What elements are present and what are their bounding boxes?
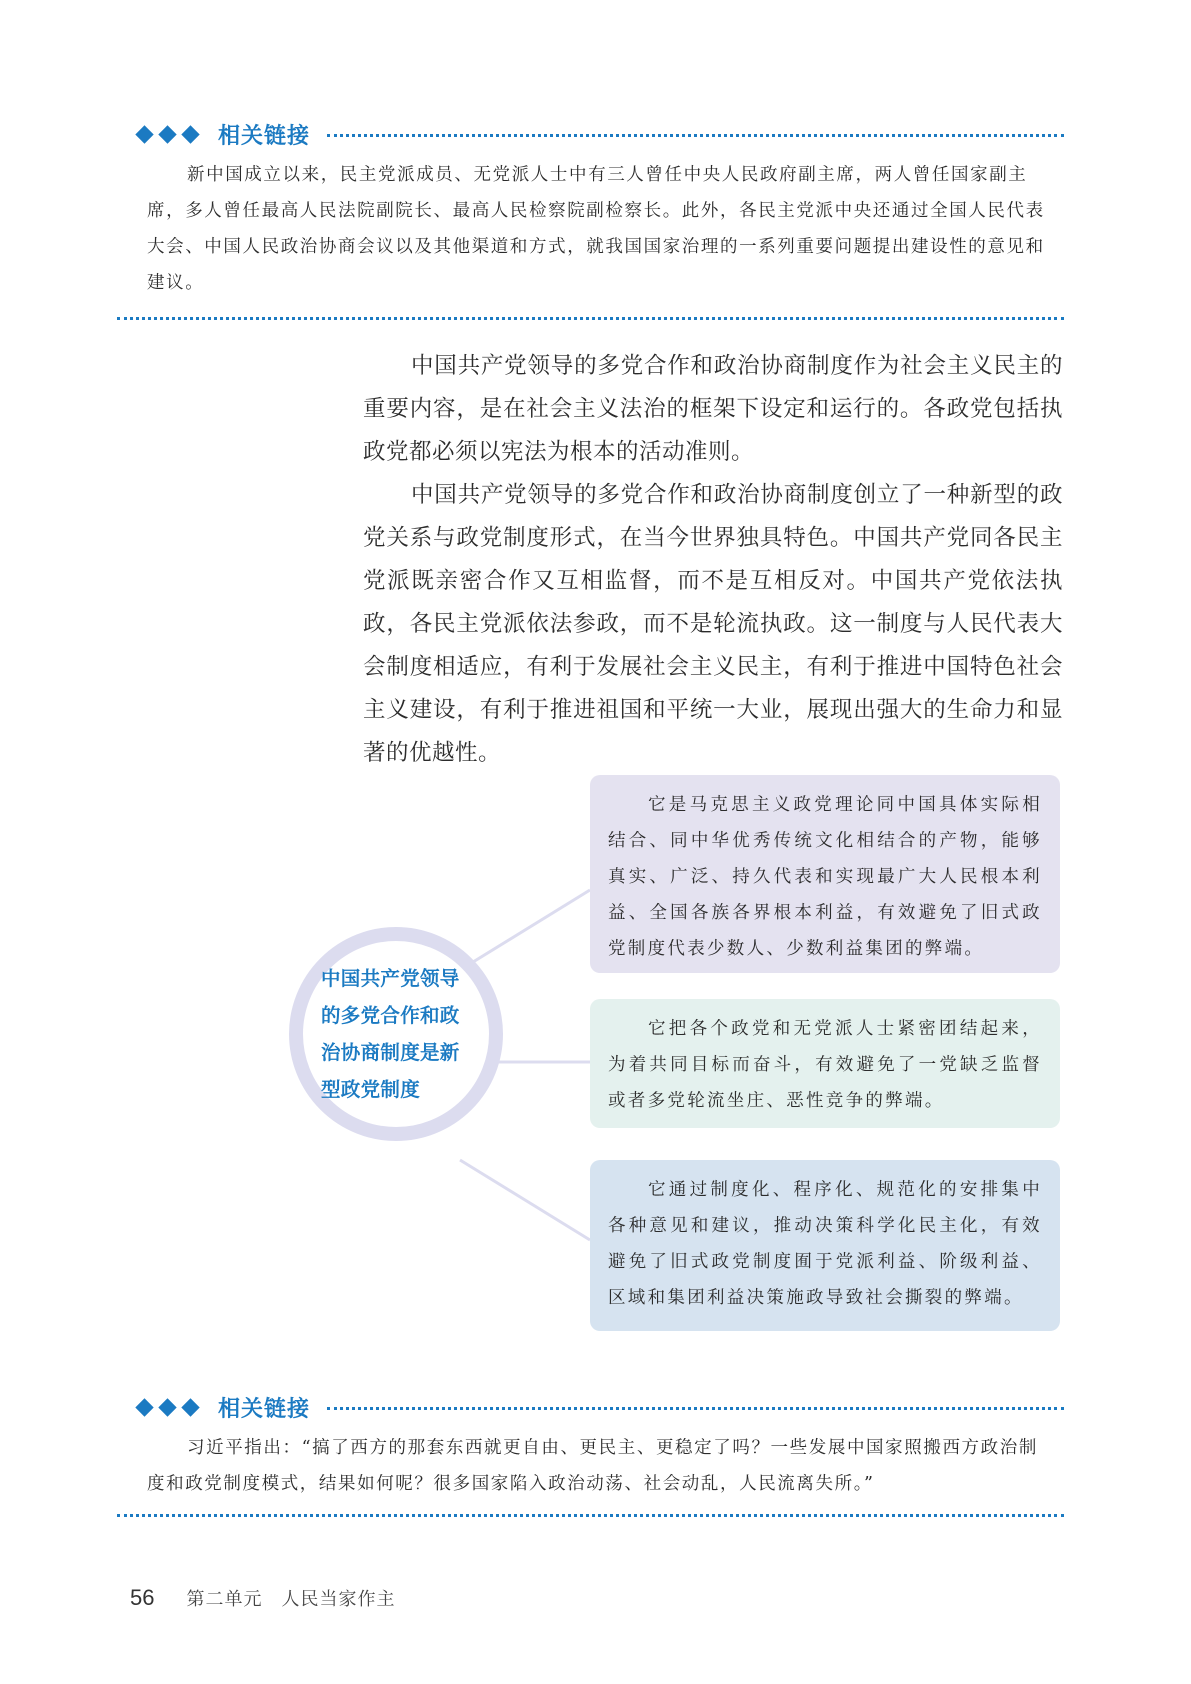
dotted-divider xyxy=(327,134,1064,137)
diagram-card-3 xyxy=(590,1160,1060,1331)
related-link-header xyxy=(135,118,310,150)
related-link-box-1 xyxy=(0,118,1191,328)
related-link-header xyxy=(135,1391,310,1423)
dotted-divider xyxy=(117,317,1064,320)
diagram-card-text: 它是马克思主义政党理论同中国具体实际相结合、同中华优秀传统文化相结合的产物，能够真实、广泛、持久代表和实现最广大人民根本利益、全国各族各界根本利益，有效避免了旧式政党制度代表少数人、少数利益集团的弊端。 xyxy=(608,795,1042,959)
related-link-box-2 xyxy=(0,1391,1191,1531)
connector-line-3 xyxy=(460,1160,590,1240)
connector-line-1 xyxy=(460,890,590,970)
diamond-bullets-icon xyxy=(135,128,200,141)
related-link-text: 习近平指出：“搞了西方的那套东西就更自由、更民主、更稳定了吗？一些发展中国家照搬西方政治制度和政党制度模式，结果如何呢？很多国家陷入政治动荡、社会动乱，人民流离失所。” xyxy=(147,1438,1038,1494)
body-paragraph-2: 中国共产党领导的多党合作和政治协商制度创立了一种新型的政党关系与政党制度形式，在当今世界独具特色。中国共产党同各民主党派既亲密合作又互相监督，而不是互相反对。中国共产党依法执政，各民主党派依法参政，而不是轮流执政。这一制度与人民代表大会制度相适应，有利于发展社会主义民主，有利于推进中国特色社会主义建设，有利于推进祖国和平统一大业，展现出强大的生命力和显著的优越性。 xyxy=(363,482,1063,766)
diagram-card-text: 它把各个政党和无党派人士紧密团结起来，为着共同目标而奋斗，有效避免了一党缺乏监督或者多党轮流坐庄、恶性竞争的弊端。 xyxy=(608,1019,1042,1111)
diagram-card-text: 它通过制度化、程序化、规范化的安排集中各种意见和建议，推动决策科学化民主化，有效避免了旧式政党制度囿于党派利益、阶级利益、区域和集团利益决策施政导致社会撕裂的弊端。 xyxy=(608,1180,1042,1308)
page-number: 56 xyxy=(130,1585,155,1610)
diagram-card-1 xyxy=(590,775,1060,973)
related-link-title: 相关链接 xyxy=(218,1396,311,1422)
page-footer xyxy=(130,1585,395,1611)
body-paragraph-1: 中国共产党领导的多党合作和政治协商制度作为社会主义民主的重要内容，是在社会主义法治的框架下设定和运行的。各政党包括执政党都必须以宪法为根本的活动准则。 xyxy=(363,353,1063,465)
diagram-center-text: 中国共产党领导的多党合作和政治协商制度是新型政党制度 xyxy=(321,967,460,1101)
related-link-text: 新中国成立以来，民主党派成员、无党派人士中有三人曾任中央人民政府副主席，两人曾任国家副主席，多人曾任最高人民法院副院长、最高人民检察院副检察长。此外，各民主党派中央还通过全国人民代表大会、中国人民政治协商会议以及其他渠道和方式，就我国国家治理的一系列重要问题提出建设性的意见和建议。 xyxy=(147,165,1045,293)
diamond-bullets-icon xyxy=(135,1401,200,1414)
related-link-title: 相关链接 xyxy=(218,123,311,149)
diagram-center-circle xyxy=(289,927,503,1141)
dotted-divider xyxy=(327,1407,1064,1410)
diagram-card-2 xyxy=(590,999,1060,1128)
dotted-divider xyxy=(117,1514,1064,1517)
unit-title: 第二单元 人民当家作主 xyxy=(186,1589,396,1610)
